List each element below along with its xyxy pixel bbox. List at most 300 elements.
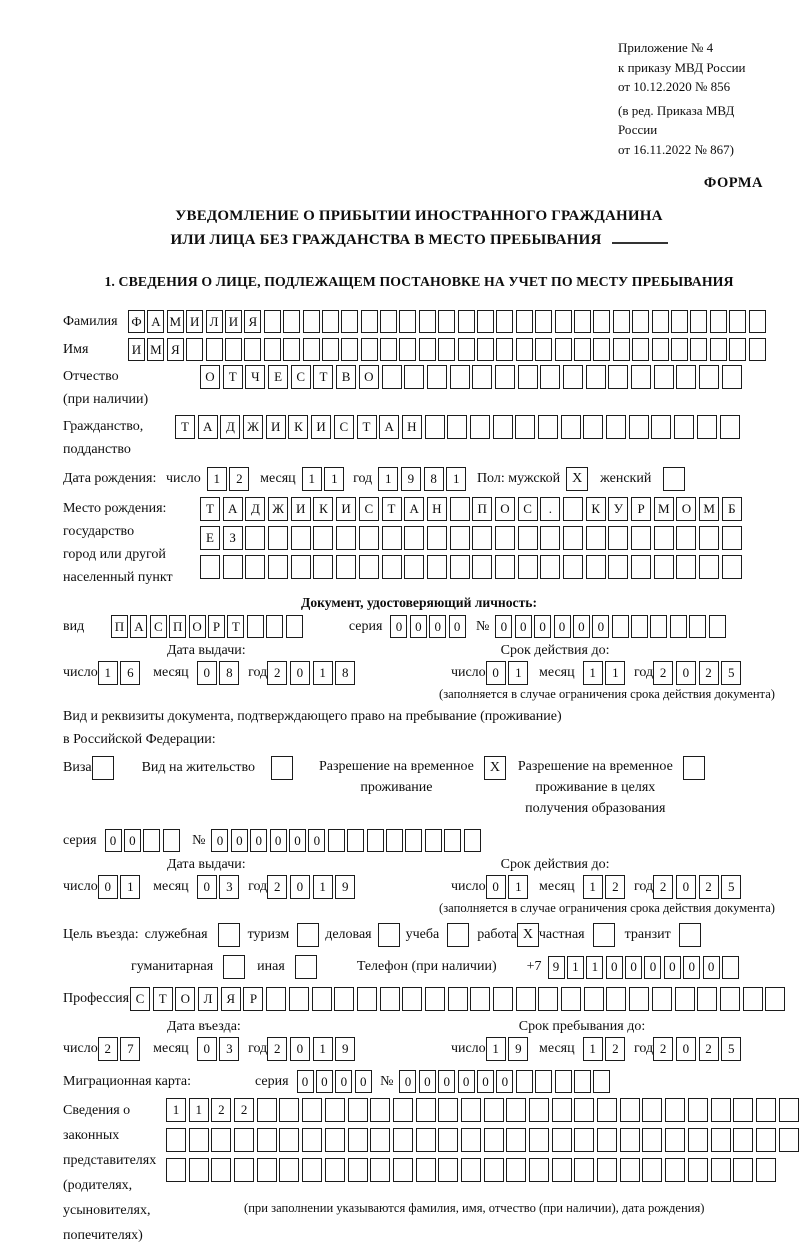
char-cell[interactable]: 0	[390, 615, 407, 638]
char-cell[interactable]: 2	[653, 875, 673, 899]
char-cell[interactable]	[279, 1158, 299, 1182]
char-cell[interactable]	[264, 338, 281, 361]
char-cell[interactable]	[495, 526, 515, 550]
char-cell[interactable]	[402, 987, 422, 1011]
purpose-humanitarian-checkbox[interactable]	[223, 955, 245, 979]
char-cell[interactable]: Т	[382, 497, 402, 521]
char-cell[interactable]	[552, 1098, 572, 1122]
char-cell[interactable]: 0	[703, 956, 720, 979]
char-cell[interactable]	[574, 1158, 594, 1182]
char-cell[interactable]	[506, 1128, 526, 1152]
char-cell[interactable]	[629, 415, 649, 439]
purpose-tourism-checkbox[interactable]	[297, 923, 319, 947]
char-cell[interactable]: О	[676, 497, 696, 521]
char-cell[interactable]	[493, 987, 513, 1011]
char-cell[interactable]	[722, 526, 742, 550]
char-cell[interactable]: 0	[534, 615, 551, 638]
char-cell[interactable]	[325, 1128, 345, 1152]
char-cell[interactable]: 0	[197, 1037, 217, 1061]
char-cell[interactable]: 1	[120, 875, 140, 899]
char-cell[interactable]	[620, 1128, 640, 1152]
char-cell[interactable]	[642, 1098, 662, 1122]
char-cell[interactable]: 1	[583, 661, 603, 685]
char-cell[interactable]	[472, 555, 492, 579]
char-cell[interactable]	[518, 365, 538, 389]
char-cell[interactable]	[697, 415, 717, 439]
char-cell[interactable]	[302, 1158, 322, 1182]
char-cell[interactable]: Е	[268, 365, 288, 389]
char-cell[interactable]: Я	[167, 338, 184, 361]
rvp-education-checkbox[interactable]	[683, 756, 705, 780]
char-cell[interactable]	[552, 1128, 572, 1152]
char-cell[interactable]	[495, 365, 515, 389]
char-cell[interactable]	[264, 310, 281, 333]
char-cell[interactable]	[163, 829, 180, 852]
char-cell[interactable]	[322, 310, 339, 333]
char-cell[interactable]	[223, 555, 243, 579]
char-cell[interactable]: .	[540, 497, 560, 521]
char-cell[interactable]	[450, 497, 470, 521]
char-cell[interactable]	[325, 1158, 345, 1182]
char-cell[interactable]	[336, 555, 356, 579]
char-cell[interactable]	[642, 1158, 662, 1182]
char-cell[interactable]	[722, 956, 739, 979]
char-cell[interactable]	[370, 1098, 390, 1122]
char-cell[interactable]	[671, 338, 688, 361]
char-cell[interactable]: 8	[219, 661, 239, 685]
char-cell[interactable]	[612, 615, 629, 638]
char-cell[interactable]: 8	[424, 467, 444, 491]
char-cell[interactable]	[671, 310, 688, 333]
char-cell[interactable]: 5	[721, 661, 741, 685]
sex-female-checkbox[interactable]	[663, 467, 685, 491]
char-cell[interactable]	[720, 987, 740, 1011]
char-cell[interactable]	[676, 555, 696, 579]
char-cell[interactable]	[586, 526, 606, 550]
char-cell[interactable]	[257, 1158, 277, 1182]
char-cell[interactable]	[211, 1158, 231, 1182]
char-cell[interactable]	[493, 415, 513, 439]
char-cell[interactable]: 1	[98, 661, 118, 685]
char-cell[interactable]	[484, 1128, 504, 1152]
char-cell[interactable]: 0	[250, 829, 267, 852]
char-cell[interactable]: 0	[355, 1070, 372, 1093]
char-cell[interactable]: О	[189, 615, 206, 638]
char-cell[interactable]	[380, 987, 400, 1011]
char-cell[interactable]	[555, 310, 572, 333]
char-cell[interactable]	[690, 310, 707, 333]
char-cell[interactable]	[688, 1128, 708, 1152]
char-cell[interactable]	[711, 1098, 731, 1122]
char-cell[interactable]	[535, 1070, 552, 1093]
char-cell[interactable]: 1	[302, 467, 322, 491]
char-cell[interactable]	[279, 1098, 299, 1122]
char-cell[interactable]	[382, 555, 402, 579]
char-cell[interactable]	[540, 555, 560, 579]
char-cell[interactable]: 0	[683, 956, 700, 979]
char-cell[interactable]	[518, 526, 538, 550]
char-cell[interactable]: 5	[721, 1037, 741, 1061]
char-cell[interactable]	[722, 555, 742, 579]
char-cell[interactable]	[186, 338, 203, 361]
char-cell[interactable]	[393, 1158, 413, 1182]
char-cell[interactable]	[699, 526, 719, 550]
char-cell[interactable]	[268, 526, 288, 550]
char-cell[interactable]	[574, 310, 591, 333]
char-cell[interactable]	[620, 1158, 640, 1182]
char-cell[interactable]: 2	[605, 1037, 625, 1061]
char-cell[interactable]	[302, 1098, 322, 1122]
char-cell[interactable]: У	[608, 497, 628, 521]
char-cell[interactable]	[561, 415, 581, 439]
char-cell[interactable]	[729, 338, 746, 361]
char-cell[interactable]	[729, 310, 746, 333]
char-cell[interactable]: Т	[175, 415, 195, 439]
char-cell[interactable]	[563, 365, 583, 389]
char-cell[interactable]	[593, 1070, 610, 1093]
char-cell[interactable]	[709, 615, 726, 638]
char-cell[interactable]	[206, 338, 223, 361]
char-cell[interactable]	[675, 987, 695, 1011]
char-cell[interactable]: 1	[446, 467, 466, 491]
char-cell[interactable]	[518, 555, 538, 579]
char-cell[interactable]: 0	[290, 661, 310, 685]
char-cell[interactable]: 0	[495, 615, 512, 638]
char-cell[interactable]: А	[223, 497, 243, 521]
char-cell[interactable]	[393, 1098, 413, 1122]
char-cell[interactable]: 3	[219, 875, 239, 899]
char-cell[interactable]	[348, 1098, 368, 1122]
char-cell[interactable]	[425, 829, 442, 852]
char-cell[interactable]	[438, 1098, 458, 1122]
char-cell[interactable]	[450, 555, 470, 579]
char-cell[interactable]	[606, 415, 626, 439]
char-cell[interactable]	[535, 338, 552, 361]
char-cell[interactable]	[448, 987, 468, 1011]
char-cell[interactable]: 1	[508, 875, 528, 899]
char-cell[interactable]	[574, 1128, 594, 1152]
char-cell[interactable]	[211, 1128, 231, 1152]
char-cell[interactable]	[438, 338, 455, 361]
visa-checkbox[interactable]	[92, 756, 114, 780]
char-cell[interactable]: 0	[676, 1037, 696, 1061]
char-cell[interactable]	[608, 526, 628, 550]
char-cell[interactable]	[496, 338, 513, 361]
char-cell[interactable]	[515, 415, 535, 439]
char-cell[interactable]: К	[288, 415, 308, 439]
char-cell[interactable]	[676, 365, 696, 389]
char-cell[interactable]: 0	[676, 661, 696, 685]
char-cell[interactable]: 0	[496, 1070, 513, 1093]
char-cell[interactable]: 0	[98, 875, 118, 899]
char-cell[interactable]	[425, 987, 445, 1011]
char-cell[interactable]: А	[130, 615, 147, 638]
char-cell[interactable]: А	[198, 415, 218, 439]
char-cell[interactable]	[477, 310, 494, 333]
char-cell[interactable]	[367, 829, 384, 852]
char-cell[interactable]	[733, 1128, 753, 1152]
char-cell[interactable]	[756, 1158, 776, 1182]
char-cell[interactable]: П	[111, 615, 128, 638]
char-cell[interactable]: 0	[676, 875, 696, 899]
char-cell[interactable]: М	[167, 310, 184, 333]
residence-permit-checkbox[interactable]	[271, 756, 293, 780]
char-cell[interactable]	[257, 1128, 277, 1152]
char-cell[interactable]	[461, 1128, 481, 1152]
char-cell[interactable]	[654, 555, 674, 579]
char-cell[interactable]	[749, 310, 766, 333]
char-cell[interactable]: Т	[357, 415, 377, 439]
char-cell[interactable]: М	[654, 497, 674, 521]
char-cell[interactable]: Ф	[128, 310, 145, 333]
char-cell[interactable]	[699, 365, 719, 389]
char-cell[interactable]: 9	[335, 875, 355, 899]
char-cell[interactable]: В	[336, 365, 356, 389]
char-cell[interactable]: Л	[198, 987, 218, 1011]
char-cell[interactable]: 1	[586, 956, 603, 979]
char-cell[interactable]	[427, 526, 447, 550]
char-cell[interactable]	[720, 415, 740, 439]
char-cell[interactable]: М	[147, 338, 164, 361]
char-cell[interactable]: 2	[653, 1037, 673, 1061]
char-cell[interactable]	[386, 829, 403, 852]
char-cell[interactable]	[665, 1158, 685, 1182]
char-cell[interactable]: С	[291, 365, 311, 389]
char-cell[interactable]	[484, 1098, 504, 1122]
char-cell[interactable]	[291, 526, 311, 550]
char-cell[interactable]	[427, 555, 447, 579]
char-cell[interactable]	[166, 1158, 186, 1182]
char-cell[interactable]: З	[223, 526, 243, 550]
char-cell[interactable]: О	[200, 365, 220, 389]
char-cell[interactable]	[425, 415, 445, 439]
char-cell[interactable]: Н	[427, 497, 447, 521]
char-cell[interactable]	[593, 310, 610, 333]
char-cell[interactable]	[419, 338, 436, 361]
char-cell[interactable]: 5	[721, 875, 741, 899]
char-cell[interactable]	[516, 338, 533, 361]
char-cell[interactable]	[606, 987, 626, 1011]
char-cell[interactable]	[266, 615, 283, 638]
char-cell[interactable]	[563, 555, 583, 579]
char-cell[interactable]	[404, 365, 424, 389]
char-cell[interactable]: Я	[221, 987, 241, 1011]
purpose-other-checkbox[interactable]	[295, 955, 317, 979]
char-cell[interactable]	[427, 365, 447, 389]
char-cell[interactable]	[313, 526, 333, 550]
char-cell[interactable]	[347, 829, 364, 852]
char-cell[interactable]	[325, 1098, 345, 1122]
char-cell[interactable]	[419, 310, 436, 333]
char-cell[interactable]: 1	[567, 956, 584, 979]
char-cell[interactable]	[574, 338, 591, 361]
char-cell[interactable]	[676, 526, 696, 550]
char-cell[interactable]: 2	[605, 875, 625, 899]
char-cell[interactable]: Я	[244, 310, 261, 333]
char-cell[interactable]	[529, 1128, 549, 1152]
char-cell[interactable]	[642, 1128, 662, 1152]
char-cell[interactable]	[450, 365, 470, 389]
char-cell[interactable]: 0	[554, 615, 571, 638]
char-cell[interactable]: 2	[653, 661, 673, 685]
char-cell[interactable]: 0	[438, 1070, 455, 1093]
char-cell[interactable]: И	[266, 415, 286, 439]
char-cell[interactable]	[652, 987, 672, 1011]
char-cell[interactable]	[405, 829, 422, 852]
char-cell[interactable]: 0	[419, 1070, 436, 1093]
char-cell[interactable]: Т	[313, 365, 333, 389]
char-cell[interactable]: С	[130, 987, 150, 1011]
char-cell[interactable]: 0	[308, 829, 325, 852]
char-cell[interactable]: 0	[289, 829, 306, 852]
char-cell[interactable]	[438, 1128, 458, 1152]
char-cell[interactable]	[535, 310, 552, 333]
char-cell[interactable]: 0	[290, 1037, 310, 1061]
char-cell[interactable]	[359, 555, 379, 579]
char-cell[interactable]: С	[359, 497, 379, 521]
char-cell[interactable]	[189, 1158, 209, 1182]
char-cell[interactable]: 9	[335, 1037, 355, 1061]
char-cell[interactable]	[733, 1158, 753, 1182]
char-cell[interactable]: 0	[429, 615, 446, 638]
char-cell[interactable]	[416, 1128, 436, 1152]
char-cell[interactable]	[711, 1128, 731, 1152]
char-cell[interactable]: Т	[223, 365, 243, 389]
char-cell[interactable]	[464, 829, 481, 852]
char-cell[interactable]	[597, 1098, 617, 1122]
char-cell[interactable]	[631, 526, 651, 550]
char-cell[interactable]: А	[379, 415, 399, 439]
char-cell[interactable]: 0	[297, 1070, 314, 1093]
char-cell[interactable]	[697, 987, 717, 1011]
char-cell[interactable]: М	[699, 497, 719, 521]
char-cell[interactable]	[247, 615, 264, 638]
char-cell[interactable]	[302, 1128, 322, 1152]
char-cell[interactable]	[710, 338, 727, 361]
char-cell[interactable]	[749, 338, 766, 361]
purpose-commercial-checkbox[interactable]	[378, 923, 400, 947]
char-cell[interactable]: 0	[625, 956, 642, 979]
char-cell[interactable]	[143, 829, 160, 852]
char-cell[interactable]	[597, 1158, 617, 1182]
char-cell[interactable]	[670, 615, 687, 638]
char-cell[interactable]: Р	[631, 497, 651, 521]
char-cell[interactable]	[461, 1158, 481, 1182]
char-cell[interactable]: 1	[583, 1037, 603, 1061]
char-cell[interactable]: Р	[243, 987, 263, 1011]
char-cell[interactable]: 8	[335, 661, 355, 685]
char-cell[interactable]	[470, 987, 490, 1011]
char-cell[interactable]: Д	[220, 415, 240, 439]
char-cell[interactable]	[341, 338, 358, 361]
char-cell[interactable]	[245, 555, 265, 579]
char-cell[interactable]: О	[359, 365, 379, 389]
char-cell[interactable]	[348, 1128, 368, 1152]
char-cell[interactable]	[529, 1098, 549, 1122]
char-cell[interactable]: 1	[605, 661, 625, 685]
char-cell[interactable]	[674, 415, 694, 439]
char-cell[interactable]: 0	[486, 661, 506, 685]
char-cell[interactable]	[688, 1158, 708, 1182]
char-cell[interactable]: Р	[208, 615, 225, 638]
char-cell[interactable]	[555, 338, 572, 361]
char-cell[interactable]	[303, 338, 320, 361]
char-cell[interactable]	[245, 526, 265, 550]
char-cell[interactable]: 1	[189, 1098, 209, 1122]
char-cell[interactable]	[574, 1098, 594, 1122]
char-cell[interactable]: 1	[166, 1098, 186, 1122]
char-cell[interactable]	[313, 555, 333, 579]
char-cell[interactable]	[743, 987, 763, 1011]
char-cell[interactable]	[779, 1098, 799, 1122]
char-cell[interactable]: Т	[153, 987, 173, 1011]
char-cell[interactable]	[496, 310, 513, 333]
char-cell[interactable]: 0	[606, 956, 623, 979]
char-cell[interactable]	[283, 338, 300, 361]
char-cell[interactable]: 1	[313, 661, 333, 685]
char-cell[interactable]: И	[291, 497, 311, 521]
char-cell[interactable]	[516, 987, 536, 1011]
char-cell[interactable]	[529, 1158, 549, 1182]
char-cell[interactable]	[586, 555, 606, 579]
char-cell[interactable]	[382, 526, 402, 550]
char-cell[interactable]	[540, 526, 560, 550]
purpose-private-checkbox[interactable]	[593, 923, 615, 947]
char-cell[interactable]	[574, 1070, 591, 1093]
char-cell[interactable]	[416, 1098, 436, 1122]
char-cell[interactable]	[654, 526, 674, 550]
char-cell[interactable]: А	[404, 497, 424, 521]
char-cell[interactable]: 2	[211, 1098, 231, 1122]
char-cell[interactable]	[756, 1098, 776, 1122]
char-cell[interactable]	[586, 365, 606, 389]
char-cell[interactable]	[189, 1128, 209, 1152]
char-cell[interactable]: 0	[573, 615, 590, 638]
char-cell[interactable]	[538, 987, 558, 1011]
char-cell[interactable]: 0	[449, 615, 466, 638]
char-cell[interactable]	[341, 310, 358, 333]
char-cell[interactable]: 6	[120, 661, 140, 685]
char-cell[interactable]	[608, 555, 628, 579]
char-cell[interactable]: И	[128, 338, 145, 361]
char-cell[interactable]	[631, 615, 648, 638]
char-cell[interactable]: 1	[378, 467, 398, 491]
char-cell[interactable]: Д	[245, 497, 265, 521]
char-cell[interactable]	[382, 365, 402, 389]
char-cell[interactable]	[484, 1158, 504, 1182]
char-cell[interactable]	[444, 829, 461, 852]
char-cell[interactable]	[597, 1128, 617, 1152]
purpose-transit-checkbox[interactable]	[679, 923, 701, 947]
char-cell[interactable]	[399, 338, 416, 361]
char-cell[interactable]	[563, 526, 583, 550]
char-cell[interactable]	[328, 829, 345, 852]
char-cell[interactable]	[166, 1128, 186, 1152]
char-cell[interactable]: И	[225, 310, 242, 333]
char-cell[interactable]	[244, 338, 261, 361]
char-cell[interactable]	[361, 338, 378, 361]
char-cell[interactable]: 0	[592, 615, 609, 638]
char-cell[interactable]: И	[336, 497, 356, 521]
char-cell[interactable]: 2	[234, 1098, 254, 1122]
char-cell[interactable]: 0	[290, 875, 310, 899]
char-cell[interactable]	[711, 1158, 731, 1182]
char-cell[interactable]: 1	[207, 467, 227, 491]
char-cell[interactable]	[583, 415, 603, 439]
char-cell[interactable]: 0	[231, 829, 248, 852]
char-cell[interactable]: 0	[644, 956, 661, 979]
char-cell[interactable]	[458, 338, 475, 361]
